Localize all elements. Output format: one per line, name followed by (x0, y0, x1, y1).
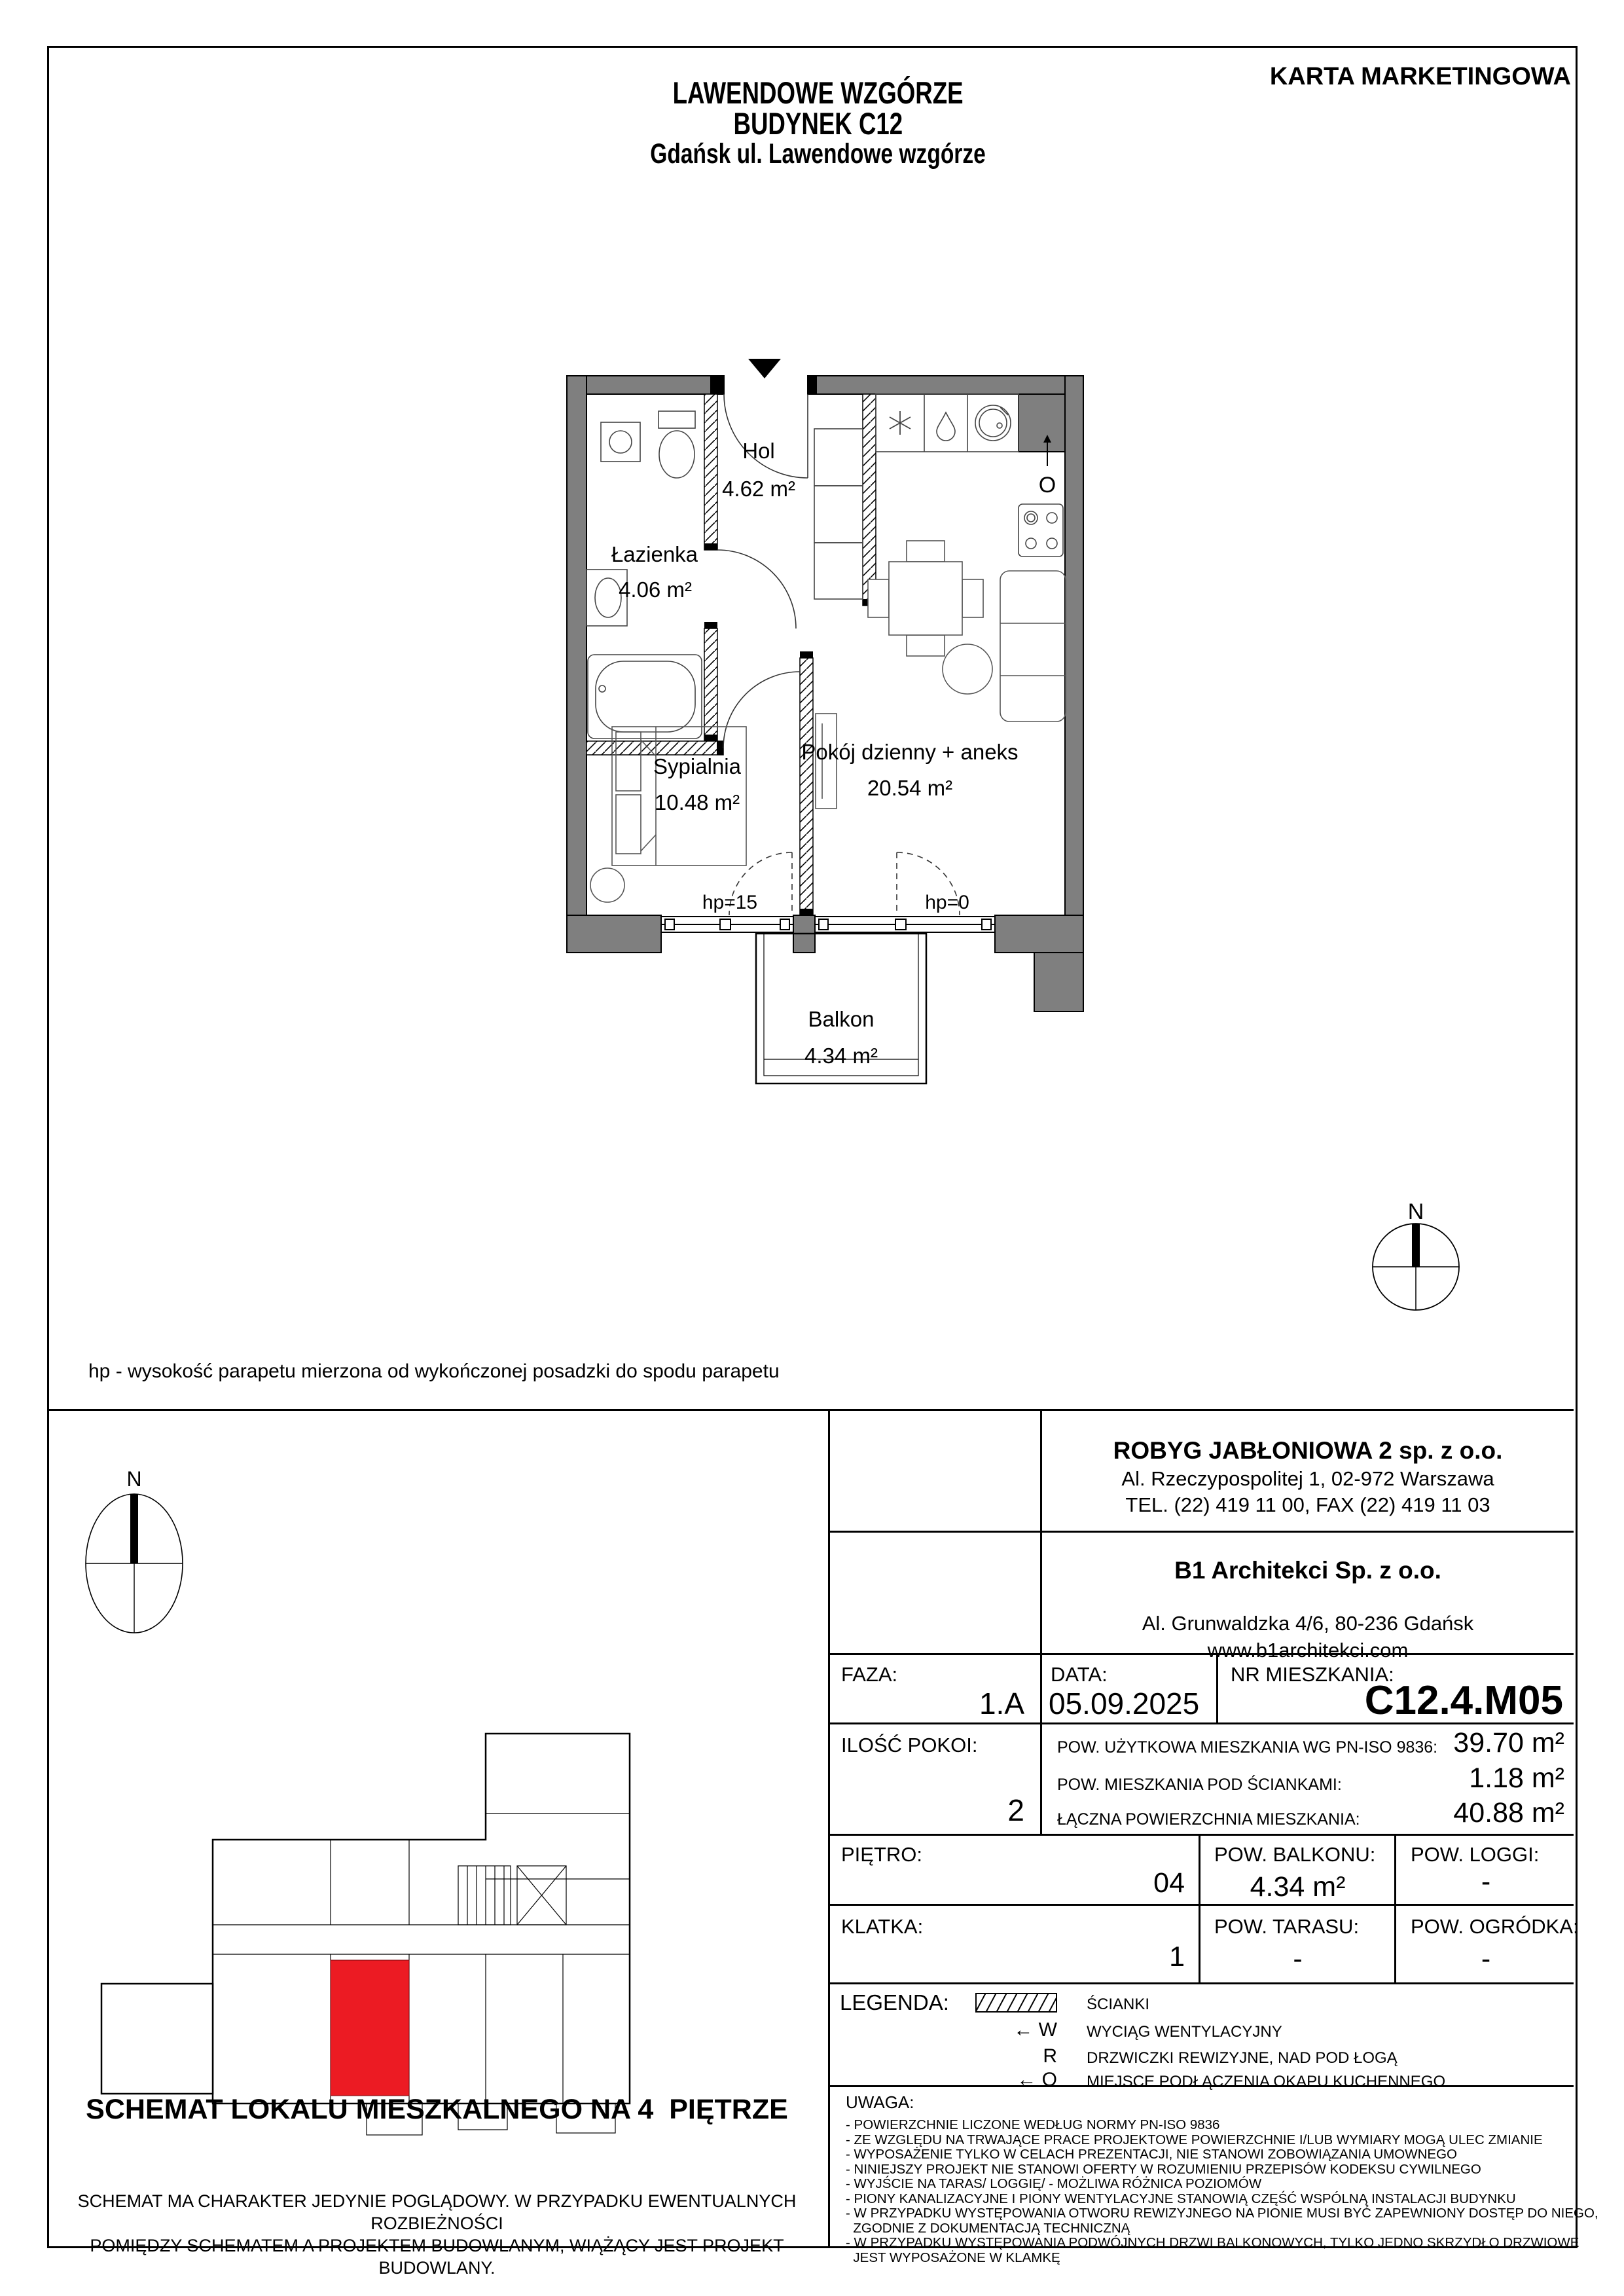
bathroom-fixtures (586, 411, 702, 738)
pow-ogrodka-value: - (1481, 1943, 1491, 1975)
room-area-sypialnia: 10.48 m² (654, 790, 740, 814)
uwaga-line: - WYPOSAŻENIE TYLKO W CELACH PREZENTACJI, NIE STANOWI ZOBOWIĄZANIA UMOWNEGO (846, 2147, 1457, 2162)
nr-mieszkania-label: NR MIESZKANIA: (1231, 1663, 1394, 1686)
entrance-arrow-icon (748, 359, 781, 378)
kitchen-counter (876, 394, 1019, 452)
fridge-icon (890, 411, 911, 435)
okap-symbol: O (1038, 473, 1056, 498)
pow-tarasu-value: - (1293, 1943, 1303, 1975)
stove-icon (1019, 504, 1063, 556)
uwaga-line: - ZE WZGLĘDU NA TRWAJĄCE PRACE PROJEKTOWE POWIERZCHNIE I/LUB WYMIARY MOGĄ ULEC ZMIANIE (846, 2132, 1543, 2147)
pow-tarasu-label: POW. TARASU: (1214, 1915, 1360, 1938)
wall-jamb-blocks (710, 376, 817, 394)
klatka-label: KLATKA: (841, 1915, 924, 1938)
uwaga-block (846, 2092, 1598, 2265)
revision-symbol: R (1043, 2045, 1057, 2067)
uwaga-title: UWAGA: (846, 2092, 914, 2112)
pow-balkonu-value: 4.34 m² (1250, 1871, 1346, 1903)
data-label: DATA: (1051, 1663, 1108, 1686)
doc-type-title: KARTA MARKETINGOWA (1269, 63, 1571, 90)
living-window (815, 917, 995, 932)
legend-hood-label: MIEJSCE PODŁĄCZENIA OKAPU KUCHENNEGO (1087, 2073, 1446, 2090)
pow-loggi-label: POW. LOGGI: (1411, 1843, 1540, 1866)
disclaimer-line-1: SCHEMAT MA CHARAKTER JEDYNIE POGLĄDOWY. W PRZYPADKU EWENTUALNYCH ROZBIEŻNOŚCI (77, 2191, 797, 2233)
uwaga-line: - POWIERZCHNIE LICZONE WEDŁUG NORMY PN-ISO 9836 (846, 2117, 1220, 2132)
pow-loggi-value: - (1481, 1866, 1491, 1897)
highlighted-unit (331, 1960, 409, 2096)
architect-address: Al. Grunwaldzka 4/6, 80-236 Gdańsk (1142, 1612, 1474, 1635)
room-label-pokoj: Pokój dzienny + aneks (801, 740, 1019, 764)
uwaga-line: - W PRZYPADKU WYSTĘPOWANIA PODWÓJNYCH DRZWI BALKONOWYCH, TYLKO JEDNO SKRZYDŁO DRZWIOWE (846, 2235, 1579, 2250)
project-name: LAWENDOWE WZGÓRZE (673, 75, 964, 110)
compass-n-label: N (1407, 1199, 1424, 1224)
dishwasher-icon (937, 412, 955, 441)
developer-address: Al. Rzeczypospolitej 1, 02-972 Warszawa (1121, 1467, 1494, 1490)
disclaimer-line-2: POMIĘDZY SCHEMATEM A PROJEKTEM BUDOWLANYM, WIĄŻĄCY JEST PROJEKT BUDOWLANY. (90, 2236, 784, 2278)
hp-footnote: hp - wysokość parapetu mierzona od wykończonej posadzki do spodu parapetu (88, 1360, 780, 1382)
pietro-value: 04 (1153, 1867, 1185, 1899)
wardrobe-icon (814, 429, 863, 599)
bottom-left-divider (828, 1409, 830, 2246)
data-value: 05.09.2025 (1049, 1686, 1200, 1721)
schematic-title: SCHEMAT LOKALU MIESZKALNEGO NA 4 PIĘTRZE (86, 2094, 788, 2125)
developer-phone: TEL. (22) 419 11 00, FAX (22) 419 11 03 (1125, 1493, 1490, 1516)
area-usable-value: 39.70 m² (1453, 1727, 1564, 1758)
toilet-tank-icon (659, 411, 695, 428)
room-area-balkon: 4.34 m² (804, 1044, 878, 1068)
toilet-bowl-icon (659, 431, 695, 478)
washing-machine-icon (601, 422, 640, 462)
uwaga-line: - NINIEJSZY PROJEKT NIE STANOWI OFERTY W ROZUMIENIU PRZEPISÓW KODEKSU CYWILNEGO (846, 2161, 1481, 2177)
room-area-hol: 4.62 m² (722, 477, 795, 501)
kitchen-sink-icon (975, 405, 1011, 441)
dining-table-icon (868, 541, 983, 656)
nr-mieszkania-value: C12.4.M05 (1364, 1678, 1563, 1723)
building-name: BUDYNEK C12 (733, 106, 903, 141)
room-label-balkon: Balkon (808, 1007, 875, 1031)
room-area-pokoj: 20.54 m² (867, 776, 953, 800)
uwaga-line: - W PRZYPADKU WYSTĘPOWANIA OTWORU REWIZYJNEGO NA PIONIE MUSI BYĆ ZAPEWNIONY DOSTĘP DO NIEGO, (846, 2206, 1598, 2221)
area-usable-label: POW. UŻYTKOWA MIESZKANIA WG PN-ISO 9836: (1057, 1738, 1438, 1757)
pietro-label: PIĘTRO: (841, 1843, 923, 1866)
architect-name: B1 Architekci Sp. z o.o. (1174, 1557, 1441, 1584)
schematic-compass-icon (86, 1467, 183, 1633)
building-schematic (101, 1734, 630, 2135)
hood-symbol: ← O (1017, 2069, 1057, 2090)
vent-symbol: ← W (1013, 2019, 1057, 2041)
ilosc-pokoi-label: ILOŚĆ POKOI: (841, 1734, 978, 1757)
area-walls-label: POW. MIESZKANIA POD ŚCIANKAMI: (1057, 1776, 1342, 1794)
developer-name: ROBYG JABŁONIOWA 2 sp. z o.o. (1113, 1437, 1503, 1464)
faza-label: FAZA: (841, 1663, 898, 1686)
legend-title: LEGENDA: (840, 1990, 949, 2014)
room-label-lazienka: Łazienka (611, 542, 698, 566)
hp0-label: hp=0 (925, 892, 969, 913)
schematic-disclaimer (62, 2190, 812, 2279)
uwaga-line: ZGODNIE Z DOKUMENTACJĄ TECHNICZNĄ (846, 2220, 1130, 2236)
compass-icon (1373, 1199, 1459, 1310)
room-area-lazienka: 4.06 m² (619, 577, 692, 602)
ilosc-pokoi-value: 2 (1007, 1793, 1024, 1827)
legend-revision-label: DRZWICZKI REWIZYJNE, NAD POD ŁOGĄ (1087, 2049, 1398, 2067)
room-label-sypialnia: Sypialnia (653, 754, 741, 778)
uwaga-line: - WYJŚCIE NA TARAS/ LOGGIĘ/ - MOŻLIWA RÓŻNICA POZIOMÓW (846, 2176, 1262, 2191)
bedroom-window (661, 917, 793, 932)
pouf-icon (943, 644, 992, 694)
couch-icon (1000, 571, 1066, 721)
uwaga-line: JEST WYPOSAŻONE W KLAMKĘ (846, 2250, 1060, 2265)
area-total-value: 40.88 m² (1453, 1797, 1564, 1829)
klatka-value: 1 (1169, 1941, 1185, 1973)
schematic-compass-n-label: N (126, 1467, 142, 1491)
architect-website[interactable]: www.b1architekci.com (1207, 1639, 1409, 1662)
uwaga-line: - PIONY KANALIZACYJNE I PIONY WENTYLACYJNE STANOWIĄ CZĘŚĆ WSPÓLNĄ INSTALACJI BUDYNKU (846, 2191, 1516, 2206)
legend-vent-label: WYCIĄG WENTYLACYJNY (1087, 2023, 1282, 2041)
pow-balkonu-label: POW. BALKONU: (1214, 1843, 1376, 1866)
bedside-table-icon (590, 868, 624, 902)
area-total-label: ŁĄCZNA POWIERZCHNIA MIESZKANIA: (1057, 1810, 1360, 1829)
pow-ogrodka-label: POW. OGRÓDKA: (1411, 1915, 1579, 1938)
area-walls-value: 1.18 m² (1469, 1762, 1564, 1794)
legend-walls-label: ŚCIANKI (1087, 1995, 1150, 2013)
developer-block (1042, 1437, 1574, 1517)
faza-value: 1.A (979, 1686, 1024, 1721)
project-address: Gdańsk ul. Lawendowe wzgórze (650, 138, 986, 170)
room-label-hol: Hol (742, 439, 775, 463)
hp15-label: hp=15 (702, 892, 758, 913)
walls-hatch-swatch (975, 1993, 1057, 2013)
section-divider (47, 1409, 1574, 1411)
architect-block (1042, 1557, 1574, 1662)
